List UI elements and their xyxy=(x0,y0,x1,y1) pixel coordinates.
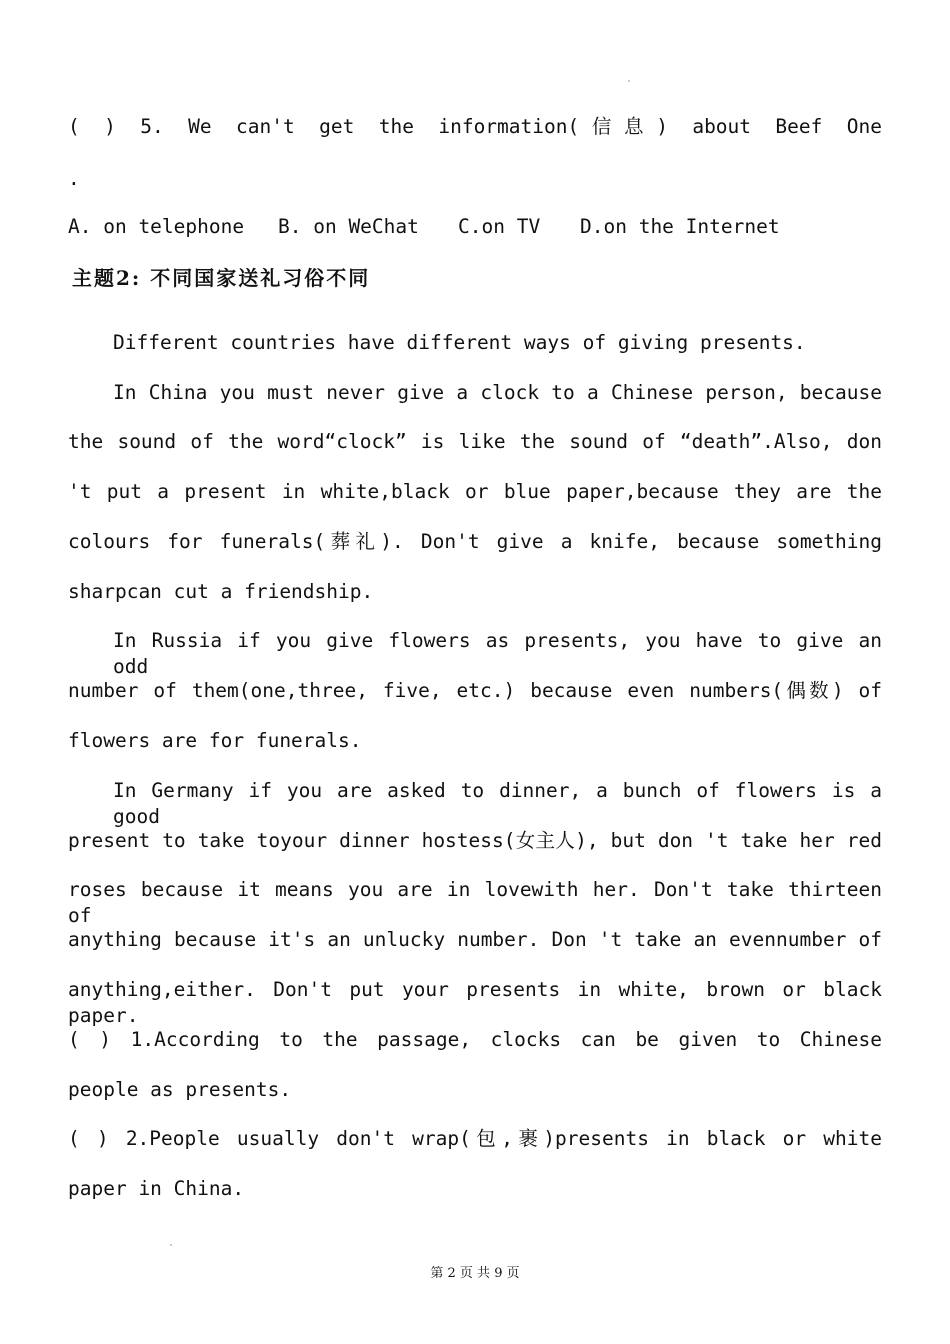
question-1-line2: people as presents. xyxy=(68,1078,292,1101)
scan-dot xyxy=(628,80,630,82)
q5-line1: ( ) 5. We can't get the information(信息) about Beef One xyxy=(68,115,882,138)
q5-option-a: A. on telephone xyxy=(68,215,245,238)
scan-dot xyxy=(170,1244,172,1246)
para-line: anything because it's an unlucky number. Don 't take an evennumber of xyxy=(68,928,882,951)
page-footer: 第 2 页 共 9 页 xyxy=(430,1266,520,1281)
para-line: the sound of the word“clock” is like the sound of “death”.Also, don xyxy=(68,430,882,453)
topic2-heading: 主题2: 不同国家送礼习俗不同 xyxy=(72,266,371,290)
para-line: 't put a present in white,black or blue paper,because they are the xyxy=(68,480,882,503)
question-2-line2: paper in China. xyxy=(68,1177,245,1200)
para-line: flowers are for funerals. xyxy=(68,729,362,752)
para-line: colours for funerals(葬礼). Don't give a knife, because something xyxy=(68,530,882,553)
para-line: number of them(one,three, five, etc.) because even numbers(偶数) of xyxy=(68,679,882,702)
para-line: Different countries have different ways of giving presents. xyxy=(113,331,806,354)
para-line: anything,either. Don't put your presents in white, brown or black paper. xyxy=(68,978,882,1027)
para-line: roses because it means you are in lovewith her. Don't take thirteen of xyxy=(68,878,882,927)
para-line: sharpcan cut a friendship. xyxy=(68,580,374,603)
para-line: In Russia if you give flowers as presents, you have to give an odd xyxy=(113,629,882,678)
question-2-line1: ( ) 2.People usually don't wrap(包,裹)presents in black or white xyxy=(68,1127,882,1150)
para-line: present to take toyour dinner hostess(女主人), but don 't take her red xyxy=(68,829,882,852)
q5-option-d: D.on the Internet xyxy=(580,215,780,238)
para-line: In Germany if you are asked to dinner, a bunch of flowers is a good xyxy=(113,779,882,828)
q5-option-c: C.on TV xyxy=(458,215,541,238)
question-1-line1: ( ) 1.According to the passage, clocks can be given to Chinese xyxy=(68,1028,882,1051)
q5-option-b: B. on WeChat xyxy=(278,215,419,238)
para-line: In China you must never give a clock to a Chinese person, because xyxy=(113,381,882,404)
q5-options xyxy=(68,214,882,240)
q5-line2: . xyxy=(68,167,80,190)
